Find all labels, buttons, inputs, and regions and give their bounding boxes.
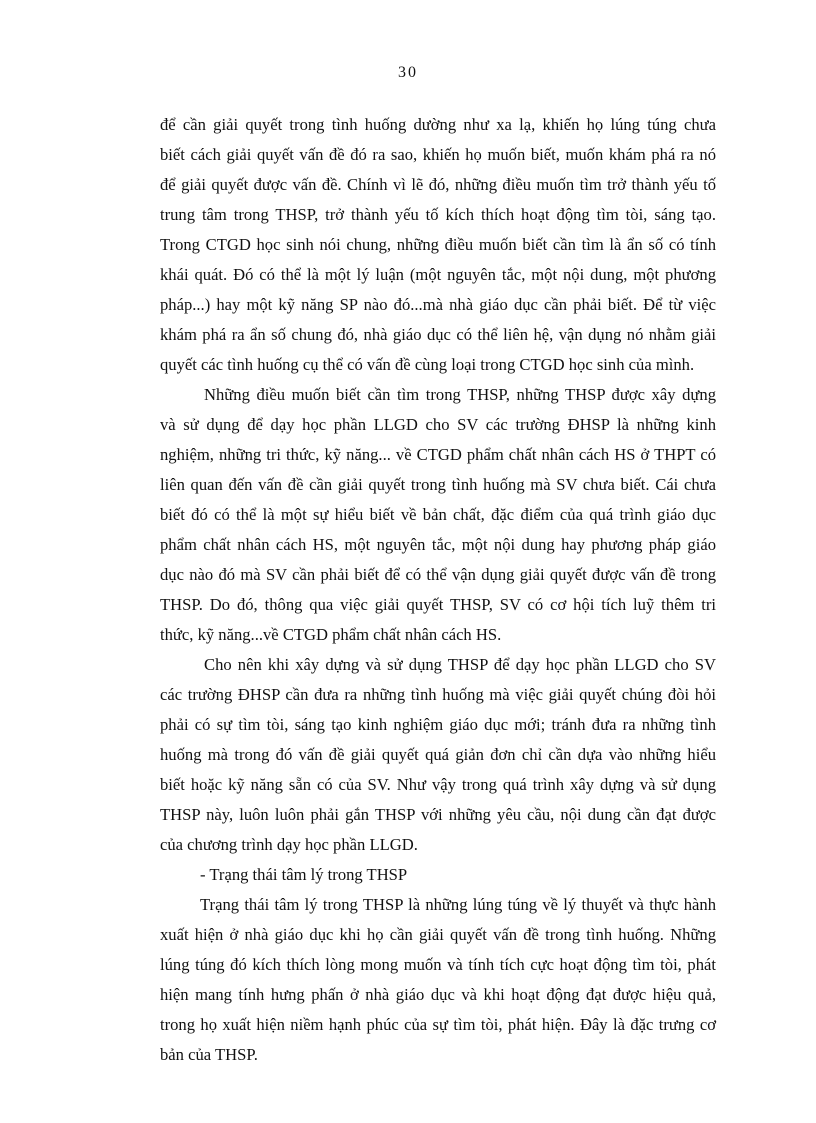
text-line: - Trạng thái tâm lý trong THSP <box>200 865 408 884</box>
paragraph-psychological-state <box>160 890 716 1070</box>
text-line: THSP. Do đó, thông qua việc giải quyết THSP, SV có cơ hội tích luỹ thêm tri <box>160 595 716 614</box>
document-body <box>160 110 716 1070</box>
page-number: 30 <box>398 64 418 81</box>
text-line: THSP này, luôn luôn phải gắn THSP với những yêu cầu, nội dung cần đạt được <box>160 805 716 824</box>
text-line: Trong CTGD học sinh nói chung, những điều muốn biết cần tìm là ẩn số có tính <box>160 235 716 254</box>
text-line: huống mà trong đó vấn đề giải quyết quá giản đơn chỉ cần dựa vào những hiểu <box>160 745 716 764</box>
text-line: khám phá ra ẩn số chung đó, nhà giáo dục có thể liên hệ, vận dụng nó nhằm giải <box>160 325 716 344</box>
text-line: để giải quyết được vấn đề. Chính vì lẽ đó, những điều muốn tìm trở thành yếu tố <box>160 175 716 194</box>
text-line: bản của THSP. <box>160 1045 258 1064</box>
text-line: các trường ĐHSP cần đưa ra những tình huống mà việc giải quyết chúng đòi hỏi <box>160 685 716 704</box>
text-line: nghiệm, những tri thức, kỹ năng... về CTGD phẩm chất nhân cách HS ở THPT có <box>160 445 716 464</box>
text-line: xuất hiện ở nhà giáo dục khi họ cần giải quyết vấn đề trong tình huống. Những <box>160 925 716 944</box>
paragraph-knowledge <box>160 380 716 650</box>
text-line: liên quan đến vấn đề cần giải quyết trong tình huống mà SV chưa biết. Cái chưa <box>160 475 716 494</box>
text-line: pháp...) hay một kỹ năng SP nào đó...mà nhà giáo dục cần phải biết. Để từ việc <box>160 295 716 314</box>
text-line: Những điều muốn biết cần tìm trong THSP, những THSP được xây dựng <box>204 385 716 404</box>
text-line: dục nào đó mà SV cần phải biết để có thể vận dụng giải quyết được vấn đề trong <box>160 565 716 584</box>
text-line: Trạng thái tâm lý trong THSP là những lúng túng về lý thuyết và thực hành <box>200 895 716 914</box>
paragraph-continuation <box>160 110 716 380</box>
text-line: thức, kỹ năng...về CTGD phẩm chất nhân cách HS. <box>160 625 502 644</box>
text-line: Cho nên khi xây dựng và sử dụng THSP để dạy học phần LLGD cho SV <box>204 655 716 674</box>
text-line: biết cách giải quyết vấn đề đó ra sao, khiến họ muốn biết, muốn khám phá ra nó <box>160 145 716 164</box>
text-line: khái quát. Đó có thể là một lý luận (một nguyên tắc, một nội dung, một phương <box>160 265 716 284</box>
text-line: phẩm chất nhân cách HS, một nguyên tắc, một nội dung hay phương pháp giáo <box>160 535 716 554</box>
text-line: phải có sự tìm tòi, sáng tạo kinh nghiệm giáo dục mới; tránh đưa ra những tình <box>160 715 716 734</box>
section-subheading <box>160 860 716 890</box>
text-line: lúng túng đó kích thích lòng mong muốn và tính tích cực hoạt động tìm tòi, phát <box>160 955 716 974</box>
text-line: để cần giải quyết trong tình huống dường như xa lạ, khiến họ lúng túng chưa <box>160 115 716 134</box>
text-line: và sử dụng để dạy học phần LLGD cho SV các trường ĐHSP là những kinh <box>160 415 716 434</box>
text-line: biết hoặc kỹ năng sẵn có của SV. Như vậy trong quá trình xây dựng và sử dụng <box>160 775 716 794</box>
text-line: của chương trình dạy học phần LLGD. <box>160 835 418 854</box>
text-line: hiện mang tính hưng phấn ở nhà giáo dục và khi hoạt động đạt được hiệu quả, <box>160 985 716 1004</box>
text-line: quyết các tình huống cụ thể có vấn đề cùng loại trong CTGD học sinh của mình. <box>160 355 695 374</box>
text-line: trung tâm trong THSP, trở thành yếu tố kích thích hoạt động tìm tòi, sáng tạo. <box>160 205 716 224</box>
text-line: trong họ xuất hiện niềm hạnh phúc của sự tìm tòi, phát hiện. Đây là đặc trưng cơ <box>160 1015 716 1034</box>
paragraph-construction <box>160 650 716 860</box>
text-line: biết đó có thể là một sự hiểu biết về bản chất, đặc điểm của quá trình giáo dục <box>160 505 716 524</box>
